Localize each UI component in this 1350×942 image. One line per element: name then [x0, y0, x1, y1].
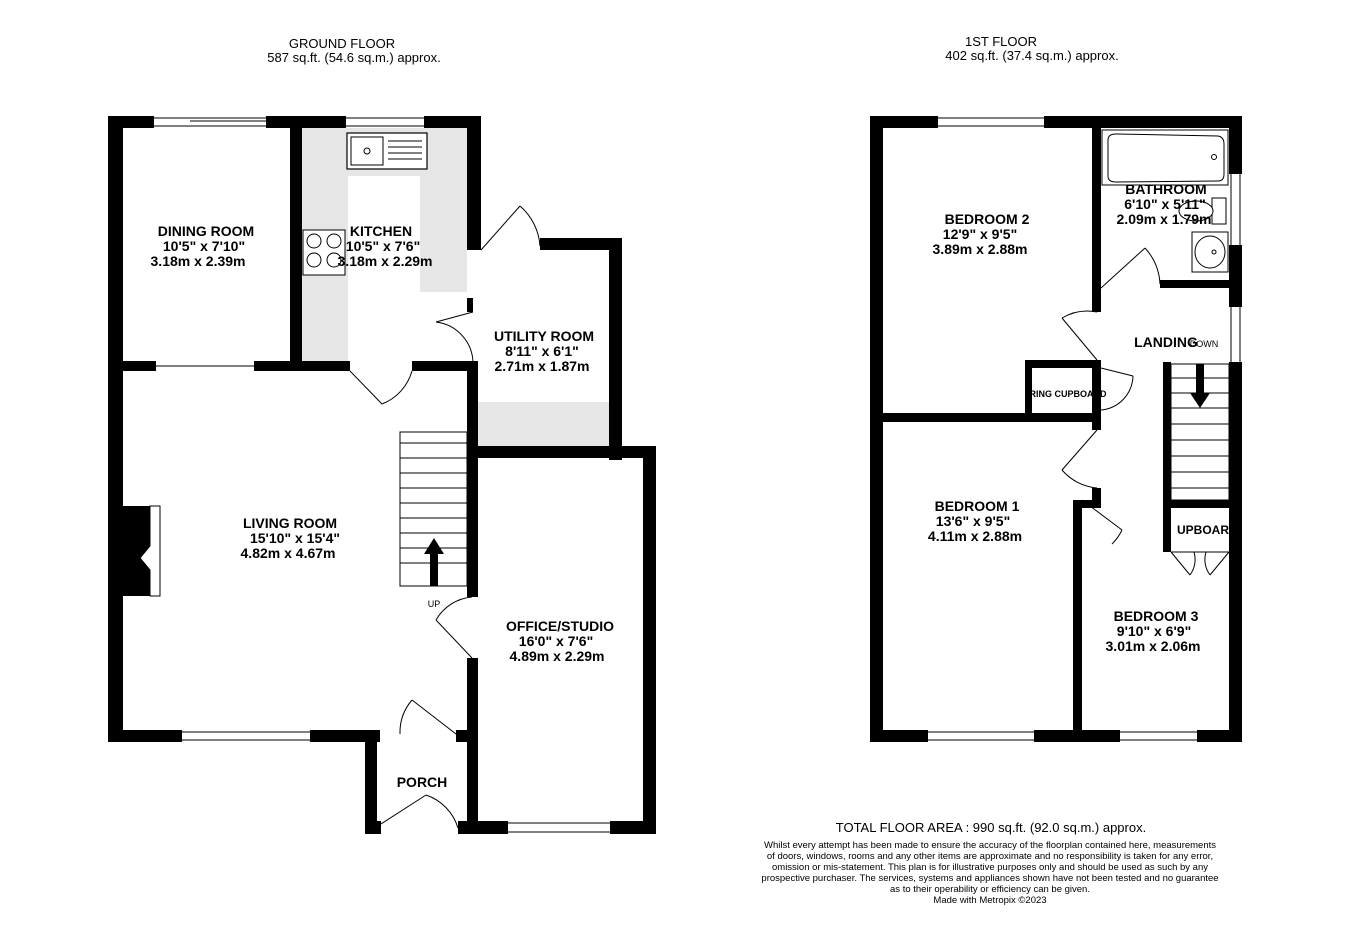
first-floor-area: 402 sq.ft. (37.4 sq.m.) approx. — [945, 48, 1119, 63]
bedroom3-imperial: 9'10" x 6'9" — [1116, 623, 1192, 639]
stairs-down-label: DOWN — [1189, 339, 1219, 349]
kitchen-metric: 3.18m x 2.29m — [337, 253, 433, 269]
landing-name: LANDING — [1134, 334, 1198, 350]
kitchen-name: KITCHEN — [349, 223, 413, 239]
stairs-up-label: UP — [427, 599, 441, 609]
utility-imperial: 8'11" x 6'1" — [505, 343, 579, 359]
utility-metric: 2.71m x 1.87m — [494, 358, 590, 374]
kitchen-imperial: 10'5" x 7'6" — [345, 238, 421, 254]
wash-basin — [1192, 232, 1228, 272]
first-floor-heading: 1ST FLOOR — [964, 34, 1038, 49]
bedroom2-name: BEDROOM 2 — [944, 211, 1030, 227]
kitchen-sink — [347, 133, 427, 169]
room-label-office — [506, 618, 614, 664]
total-floor-area: TOTAL FLOOR AREA : 990 sq.ft. (92.0 sq.m.) approx. — [835, 820, 1147, 835]
dining-metric: 3.18m x 2.39m — [150, 253, 246, 269]
office-imperial: 16'0" x 7'6" — [518, 633, 594, 649]
living-metric: 4.82m x 4.67m — [240, 545, 336, 561]
living-imperial: 15'10" x 15'4" — [249, 530, 341, 546]
disclaimer — [761, 840, 1218, 906]
disclaimer-line-1: Whilst every attempt has been made to ensure the accuracy of the floorplan contained here, measurements — [763, 840, 1217, 851]
bedroom3-name: BEDROOM 3 — [1113, 608, 1199, 624]
bedroom2-imperial: 12'9" x 9'5" — [942, 226, 1018, 242]
bedroom2-metric: 3.89m x 2.88m — [932, 241, 1028, 257]
living-name: LIVING ROOM — [242, 515, 338, 531]
bathroom-name: BATHROOM — [1125, 181, 1207, 197]
disclaimer-line-4: prospective purchaser. The services, systems and appliances shown have not been tested and no guarantee — [761, 873, 1219, 884]
room-label-living — [241, 515, 340, 561]
dining-imperial: 10'5" x 7'10" — [162, 238, 246, 254]
ground-floor-plan — [108, 36, 656, 834]
room-label-bedroom1 — [928, 498, 1022, 544]
room-label-utility — [494, 328, 594, 374]
bedroom1-metric: 4.11m x 2.88m — [927, 528, 1023, 544]
porch-name: PORCH — [396, 774, 448, 790]
bathroom-metric: 2.09m x 1.79m — [1116, 211, 1212, 227]
bedroom3-metric: 3.01m x 2.06m — [1105, 638, 1201, 654]
dining-name: DINING ROOM — [157, 223, 255, 239]
bedroom1-name: BEDROOM 1 — [934, 498, 1020, 514]
disclaimer-line-2: of doors, windows, rooms and any other items are approximate and no responsibility is taken for any error, — [766, 851, 1214, 862]
airing-cupboard-name: RING CUPBOARD — [1029, 389, 1107, 399]
bathtub — [1102, 130, 1228, 185]
room-label-bathroom — [1117, 181, 1212, 227]
disclaimer-line-3: omission or mis-statement. This plan is for illustrative purposes only and should be used as such by any — [772, 862, 1208, 873]
room-label-bedroom3 — [1106, 608, 1201, 654]
utility-worktop — [478, 402, 609, 448]
disclaimer-line-5: as to their operability or efficiency can be given. — [890, 884, 1090, 895]
first-floor-plan — [870, 34, 1242, 742]
room-label-bedroom2 — [933, 211, 1030, 257]
office-metric: 4.89m x 2.29m — [509, 648, 605, 664]
bedroom1-imperial: 13'6" x 9'5" — [935, 513, 1011, 529]
ground-floor-heading: GROUND FLOOR — [288, 36, 396, 51]
cupboard-name: UPBOAR — [1176, 523, 1230, 537]
room-label-kitchen — [338, 223, 433, 269]
room-label-dining — [151, 223, 255, 269]
utility-name: UTILITY ROOM — [493, 328, 595, 344]
office-name: OFFICE/STUDIO — [505, 618, 615, 634]
ground-floor-area: 587 sq.ft. (54.6 sq.m.) approx. — [267, 50, 441, 65]
bathroom-imperial: 6'10" x 5'11" — [1124, 196, 1206, 212]
disclaimer-line-6: Made with Metropix ©2023 — [933, 895, 1047, 906]
